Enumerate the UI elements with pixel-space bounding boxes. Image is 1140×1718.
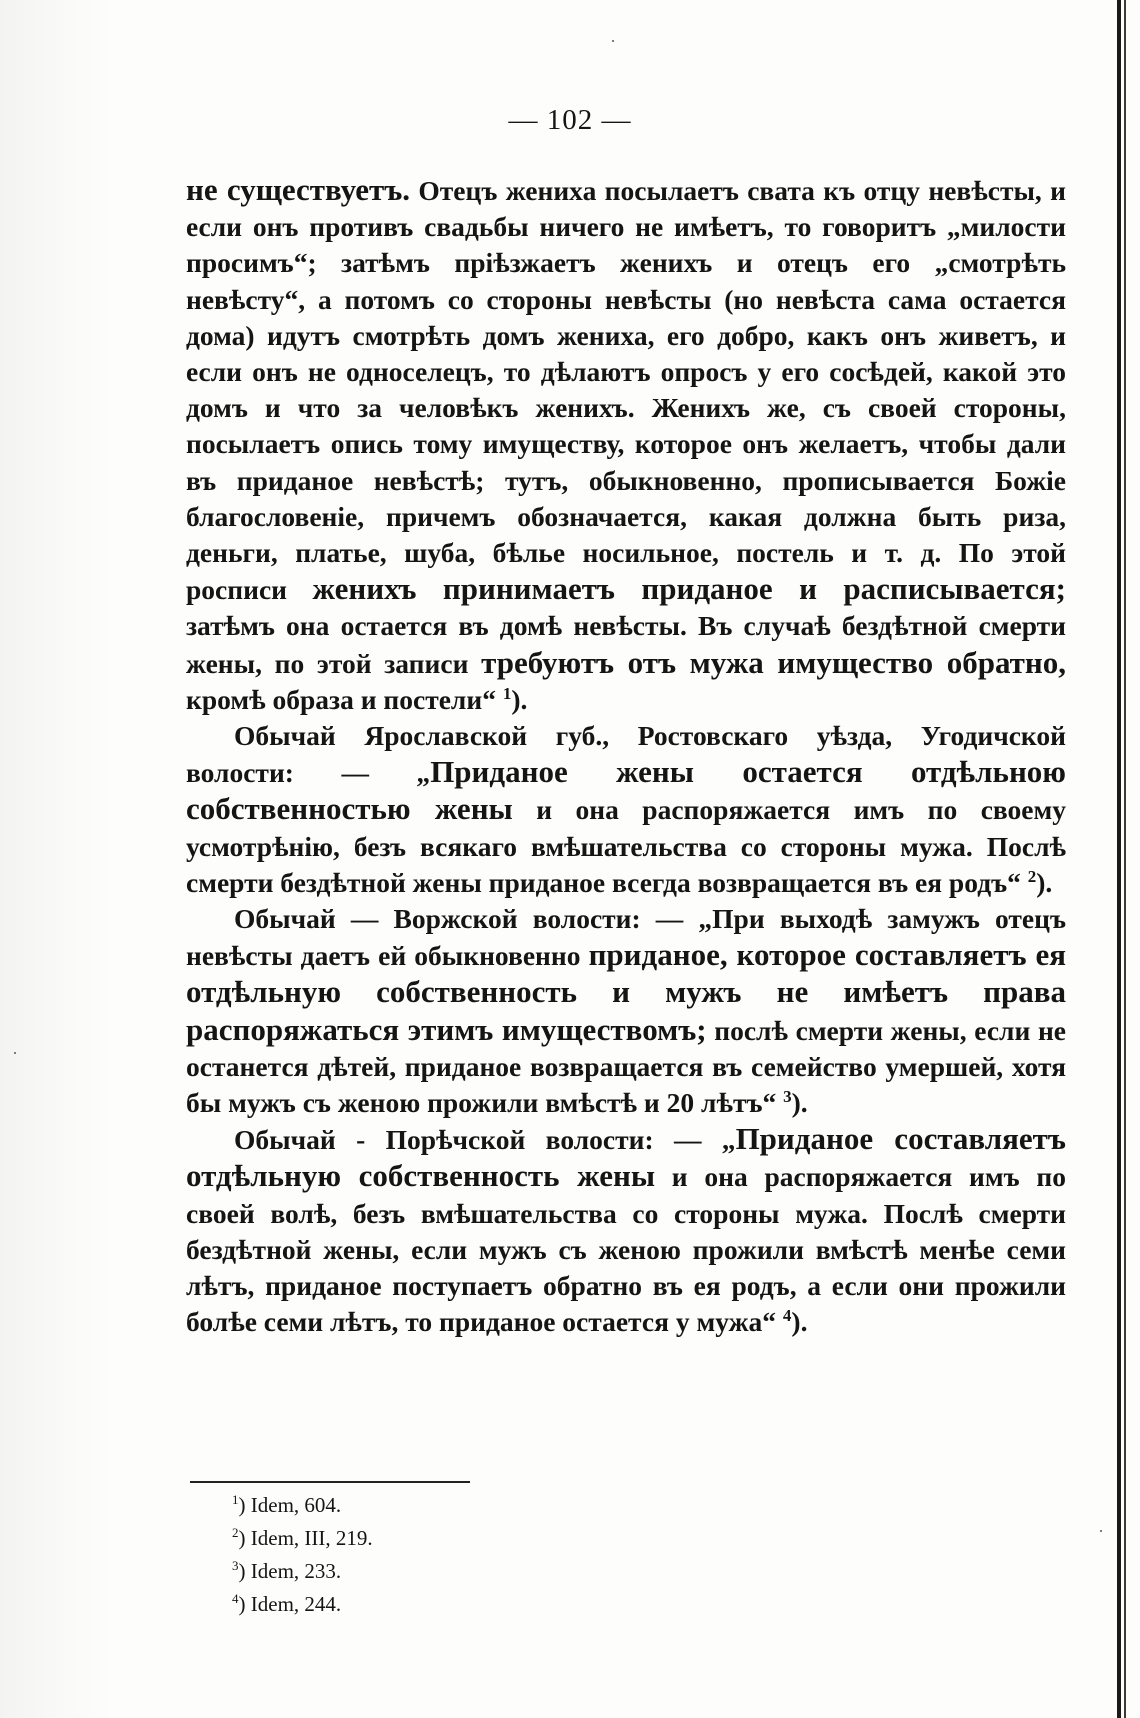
footnote-mark: 2 (232, 1525, 239, 1540)
footnote-reference: 4 (782, 1306, 792, 1326)
text-run: и она распоряжается имъ по своему усмотрѣнію, безъ всякаго вмѣшательства со стороны мужа. Послѣ смерти бездѣтной жены приданое всегда возвращается въ ея родъ“ (186, 794, 1066, 898)
text-run: ). (791, 1087, 808, 1119)
emphasized-text: Приданое составляетъ отдѣльную собственность жены (186, 1121, 1066, 1194)
main-text (186, 172, 1066, 1341)
footnote-item (232, 1552, 373, 1585)
text-run: кромѣ образа и постели“ (186, 683, 503, 715)
emphasized-text: не существуетъ. (186, 172, 411, 207)
text-run: и она распоряжается имъ по своей волѣ, безъ вмѣшательства со стороны мужа. Послѣ смерти бездѣтной жены, если мужъ съ женою прожили вмѣстѣ менѣе семи лѣтъ, приданое поступаетъ обратно въ ея родъ, а если они прожили болѣе семи лѣтъ, то приданое остается у мужа“ (186, 1161, 1067, 1338)
footnote-paren: ) (238, 1493, 251, 1517)
footnote-paren: ) (238, 1559, 251, 1583)
footnote-divider (190, 1481, 470, 1483)
scan-speck (612, 40, 614, 42)
text-run: ). (511, 683, 528, 715)
footnote-item (232, 1585, 373, 1618)
paragraph (186, 718, 1066, 901)
footnote-item (232, 1519, 373, 1552)
text-run: Отецъ жениха посылаетъ свата къ отцу невѣсты, и если онъ противъ свадьбы ничего не имѣетъ, то говоритъ „милости просимъ“; затѣмъ пріѣзжаетъ женихъ и отецъ его „смотрѣть невѣсту“, а потомъ со стороны невѣсты (но невѣста сама остается дома) идутъ смотрѣть домъ жениха, его добро, какъ онъ живетъ, и если онъ не односелецъ, то дѣлаютъ опросъ у его сосѣдей, какой это домъ и что за человѣкъ женихъ. Женихъ же, съ своей стороны, посылаетъ опись тому имуществу, которое онъ желаетъ, чтобы дали въ приданое невѣстѣ; тутъ, обыкновенно, прописывается Божіе благословеніе, причемъ обозначается, какая должна быть риза, деньги, платье, шуба, бѣлье носильное, постель и т. д. По этой росписи (186, 175, 1066, 606)
footnote-text: Idem, 244. (250, 1592, 342, 1616)
emphasized-text: требуютъ отъ мужа имущество обратно, (481, 644, 1066, 680)
footnotes (232, 1486, 373, 1618)
page-edge-line-inner (1124, 0, 1126, 1718)
text-run: послѣ смерти жены, если не останется дѣтей, приданое возвращается въ семейство умершей, хотя бы мужъ съ женою прожили вмѣстѣ и 20 лѣтъ“ (186, 1014, 1066, 1119)
footnote-text: Idem, III, 219. (250, 1526, 373, 1550)
page-gutter-shade (0, 0, 115, 1718)
footnote-paren: ) (238, 1592, 251, 1616)
text-run: затѣмъ она остается въ домѣ невѣсты. Въ случаѣ бездѣтной смерти жены, по этой записи (186, 610, 1066, 679)
footnote-text: Idem, 604. (250, 1493, 342, 1517)
footnote-paren: ) (238, 1526, 251, 1550)
footnote-reference: 2 (1027, 866, 1037, 886)
page-edge-line (1117, 0, 1121, 1718)
paragraph (186, 1121, 1066, 1340)
footnote-mark: 1 (232, 1492, 239, 1507)
text-run: Обычай — Воржской волости: — „При выходѣ замужъ отецъ невѣсты даетъ ей обыкновенно (186, 903, 1066, 972)
emphasized-text: женихъ принимаетъ приданое и расписывается; (312, 571, 1066, 607)
scan-speck (14, 1052, 16, 1054)
footnote-mark: 3 (232, 1558, 239, 1573)
emphasized-text: Приданое жены остается отдѣльною собственностью жены (186, 754, 1066, 827)
footnote-mark: 4 (232, 1591, 239, 1606)
emphasized-text: приданое, которое составляетъ ея отдѣльную собственность и мужъ не имѣетъ права распоряжаться этимъ имуществомъ; (186, 937, 1066, 1047)
text-run: ). (1036, 866, 1053, 898)
footnote-item (232, 1486, 373, 1519)
scan-speck (1100, 1530, 1102, 1532)
footnote-reference: 3 (783, 1086, 792, 1106)
footnote-text: Idem, 233. (250, 1559, 342, 1583)
text-run: Обычай Ярославской губ., Ростовскаго уѣзда, Угодичской волости: — „ (186, 720, 1066, 789)
text-run: Обычай - Порѣчской волости: — „ (234, 1124, 736, 1156)
paragraph (186, 172, 1066, 718)
page-number: — 102 — (508, 104, 632, 136)
text-run: ). (791, 1306, 808, 1338)
footnote-reference: 1 (502, 683, 512, 703)
paragraph (186, 901, 1066, 1121)
